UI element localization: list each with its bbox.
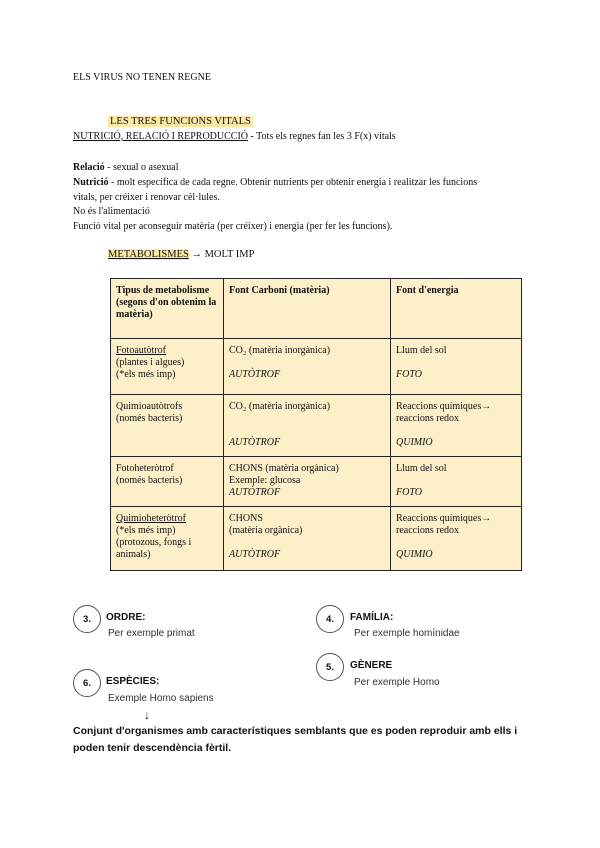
table-row: [111, 339, 522, 395]
funcio-vital-line: Funció vital per aconseguir matèria (per créixer) i energia (per fer les funcions).: [73, 221, 393, 232]
tipus-cell: Fotoautòtrof (plantes i algues) (*els més imp): [111, 339, 224, 395]
header-carboni: Font Carboni (matèria): [224, 279, 391, 339]
funcions-subheading-line: [73, 131, 396, 142]
rank-desc-familia: Per exemple homínidae: [354, 628, 460, 639]
alimentacio-line: No és l'alimentació: [73, 206, 150, 217]
relacio-text: - sexual o asexual: [104, 162, 179, 173]
metabolismes-arrow: →: [191, 249, 202, 260]
metabolisme-table: [110, 278, 522, 571]
table-row: [111, 457, 522, 507]
carboni-cell: CHONS (matèria orgànica) Exemple: glucosa AUTÒTROF: [224, 457, 391, 507]
nutricio-line: [73, 177, 477, 188]
rank-name-ordre: ORDRE:: [106, 612, 146, 623]
relacio-label: Relació: [73, 162, 105, 173]
nutricio-text-2: vitals, per créixer i renovar cèl·lules.: [73, 192, 220, 203]
energia-cell: Reaccions químiques→ reaccions redox QUIMIO: [391, 507, 522, 571]
rank-name-familia: FAMÍLIA:: [350, 612, 394, 623]
energia-cell: Reaccions químiques→ reaccions redox QUIMIO: [391, 395, 522, 457]
nutricio-label: Nutrició: [73, 177, 109, 188]
rank-desc-especies: Exemple Homo sapiens: [108, 693, 214, 704]
conclusion-line-1: Conjunt d'organismes amb característiques semblants que es poden reproduir amb ells i: [73, 725, 518, 737]
rank-number-badge: 4.: [316, 605, 344, 633]
tipus-cell: Quimioautòtrofs (només bacteris): [111, 395, 224, 457]
energia-cell: Llum del sol FOTO: [391, 339, 522, 395]
metabolismes-label: METABOLISMES: [108, 249, 189, 260]
table-header-row: [111, 279, 522, 339]
page-title: ELS VIRUS NO TENEN REGNE: [73, 72, 211, 83]
carboni-cell: CHONS (matèria orgànica) AUTÒTROF: [224, 507, 391, 571]
carboni-cell: CO₂ (matèria inorgànica) AUTÒTROF: [224, 339, 391, 395]
rank-number-badge: 6.: [73, 669, 101, 697]
tipus-cell: Quimioheteròtrof (*els més imp) (protozous, fongs i animals): [111, 507, 224, 571]
header-energia: Font d'energia: [391, 279, 522, 339]
rank-desc-genere: Per exemple Homo: [354, 677, 440, 688]
metabolismes-line: [108, 249, 254, 260]
header-tipus: Tipus de metabolisme (segons d'on obtenim la matèria): [111, 279, 224, 339]
relacio-line: [73, 162, 179, 173]
rank-number-badge: 3.: [73, 605, 101, 633]
funcions-subheading-tail: - Tots els regnes fan les 3 F(x) vitals: [248, 131, 396, 142]
carboni-cell: CO₂ (matèria inorgànica) AUTÒTROF: [224, 395, 391, 457]
conclusion-line-2: poden tenir descendència fèrtil.: [73, 742, 232, 754]
tipus-cell: Fotoheteròtrof (només bacteris): [111, 457, 224, 507]
table-row: [111, 395, 522, 457]
energia-cell: Llum del sol FOTO: [391, 457, 522, 507]
metabolismes-tail: MOLT IMP: [204, 249, 255, 260]
nutricio-text: - molt específica de cada regne. Obtenir nutrients per obtenir energia i realitzar les funcions: [108, 177, 478, 188]
funcions-subheading: NUTRICIÓ, RELACIÓ I REPRODUCCIÓ: [73, 131, 248, 142]
rank-name-genere: GÈNERE: [350, 660, 393, 671]
rank-number-badge: 5.: [316, 653, 344, 681]
rank-desc-ordre: Per exemple primat: [108, 628, 195, 639]
down-arrow-icon: ↓: [144, 708, 150, 722]
funcions-heading: LES TRES FUNCIONS VITALS: [110, 116, 251, 127]
rank-name-especies: ESPÈCIES:: [106, 676, 160, 687]
table-row: [111, 507, 522, 571]
